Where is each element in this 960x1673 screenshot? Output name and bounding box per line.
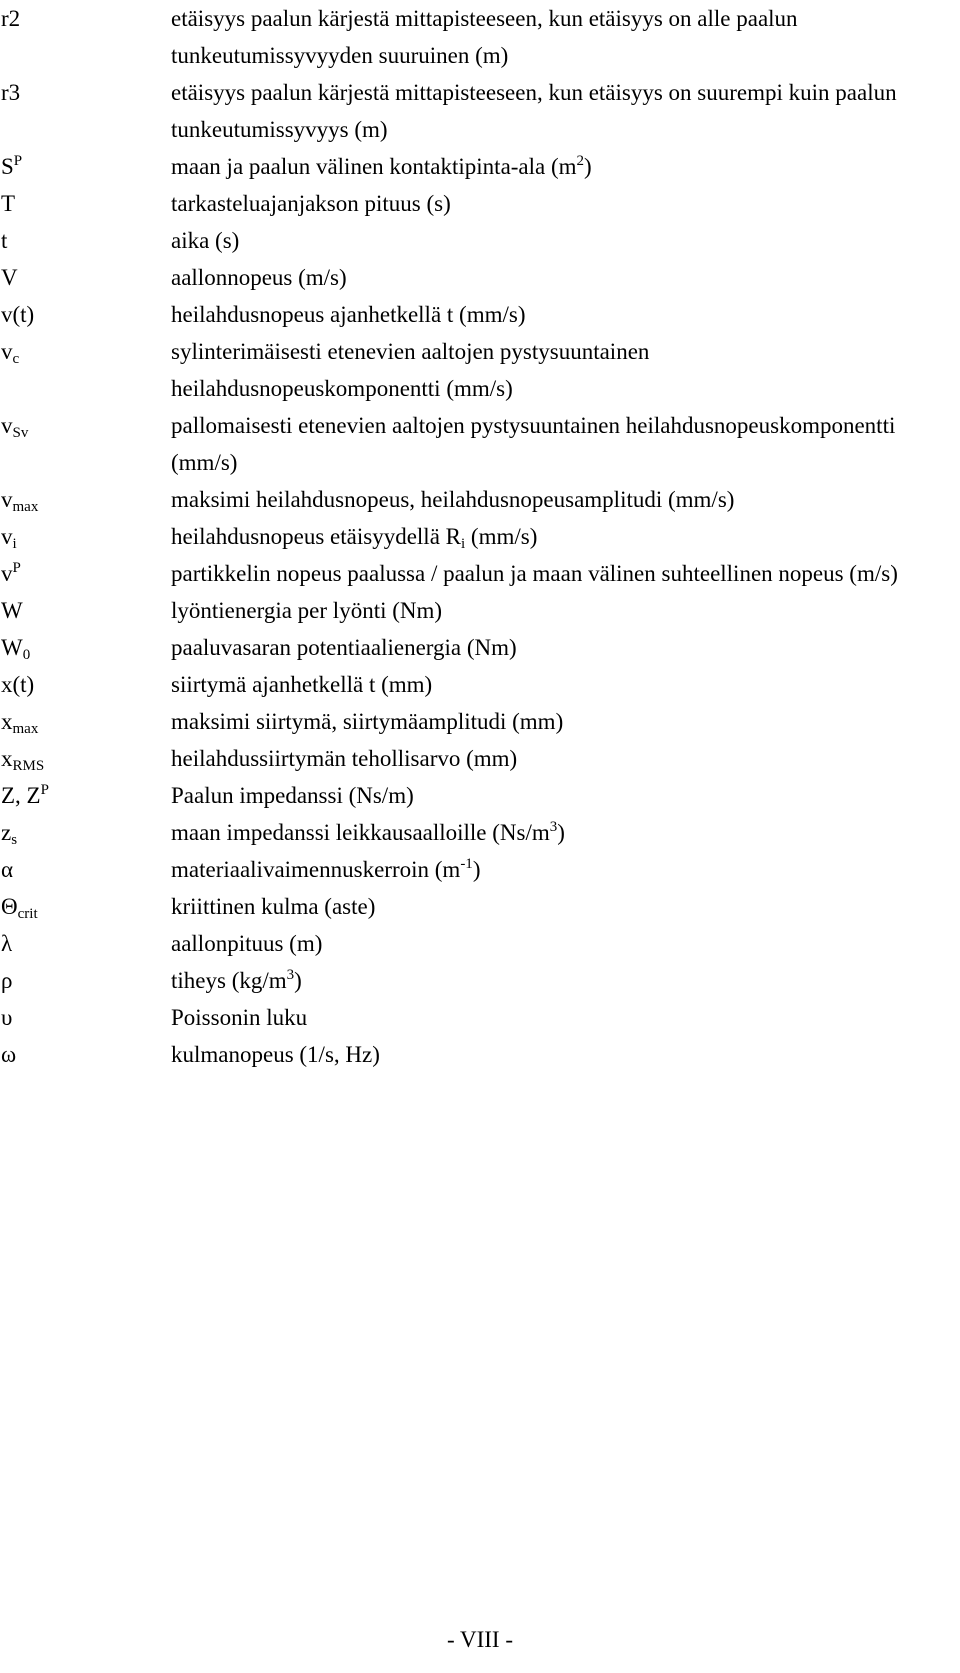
symbol-base: α [1,857,14,882]
page-number: - VIII - [447,1627,513,1652]
symbol-row [0,222,960,259]
symbol-base: z [1,820,12,845]
symbol-row [0,851,960,888]
symbol-base: v(t) [1,302,35,327]
symbol [0,333,171,370]
symbol-subscript: i [12,536,17,552]
symbol-superscript: P [40,782,49,798]
symbol-definition [171,888,960,925]
symbol-base: T [1,191,16,216]
definition-text: tarkasteluajanjakson pituus (s) [171,191,451,216]
definition-superscript: 3 [286,967,295,983]
symbol [0,703,171,740]
symbol-definition [171,592,960,629]
symbol-definition [171,74,960,148]
symbol-row [0,74,960,148]
symbol-base: v [1,339,13,364]
symbol [0,0,171,37]
symbol [0,296,171,333]
symbol-row [0,740,960,777]
symbol-base: Z, Z [1,783,41,808]
symbol [0,777,171,814]
symbol [0,962,171,999]
definition-text: maksimi siirtymä, siirtymäamplitudi (mm) [171,709,564,734]
symbol-base: r3 [1,80,21,105]
definition-subscript: i [461,536,466,552]
symbol-base: W [1,598,23,623]
symbol [0,999,171,1036]
symbol-subscript: c [12,351,20,367]
symbol-row [0,296,960,333]
symbol-row [0,666,960,703]
symbol-row [0,592,960,629]
symbol-base: x [1,709,13,734]
symbol-base: ρ [1,968,13,993]
symbol-superscript: P [13,153,23,169]
definition-text: paaluvasaran potentiaalienergia (Nm) [171,635,517,660]
symbol-definition [171,296,960,333]
symbol-row [0,555,960,592]
symbol-definition [171,259,960,296]
symbol-base: υ [1,1005,13,1030]
symbol [0,666,171,703]
symbol-subscript: RMS [12,758,45,774]
symbol-superscript: P [12,560,21,576]
definition-text: kulmanopeus (1/s, Hz) [171,1042,380,1067]
definition-text: partikkelin nopeus paalussa / paalun ja maan välinen suhteellinen nopeus (m/s) [171,561,898,586]
symbol [0,148,171,185]
definition-text-end: ) [557,820,565,845]
symbol-definition [171,703,960,740]
symbol-row [0,629,960,666]
symbol-row [0,148,960,185]
symbol-row [0,777,960,814]
definition-text: maksimi heilahdusnopeus, heilahdusnopeusamplitudi (mm/s) [171,487,735,512]
symbol-row [0,185,960,222]
symbol-definition [171,1036,960,1073]
symbol-definition [171,777,960,814]
symbol-row [0,407,960,481]
definition-text-end: ) [584,154,592,179]
symbol [0,222,171,259]
definition-superscript: -1 [460,856,473,872]
definition-text: pallomaisesti etenevien aaltojen pystysuuntainen heilahdusnopeuskomponentti (mm/s) [171,413,896,475]
symbol-base: v [1,561,13,586]
symbol-row [0,703,960,740]
symbol-definition [171,851,960,888]
symbol [0,592,171,629]
symbol-subscript: max [12,721,39,737]
definition-text: materiaalivaimennuskerroin (m [171,857,461,882]
symbol-row [0,962,960,999]
symbol [0,555,171,592]
symbol-base: v [1,413,13,438]
definition-text: sylinterimäisesti etenevien aaltojen pystysuuntainen heilahdusnopeuskomponentti (mm/s) [171,339,650,401]
symbol [0,851,171,888]
symbol-base: Θ [1,894,18,919]
symbol-subscript: crit [17,906,38,922]
symbol-definition [171,333,960,407]
symbol-base: λ [1,931,13,956]
symbol-definition [171,518,960,555]
definition-text: aika (s) [171,228,240,253]
symbol-subscript: max [12,499,39,515]
symbol-row [0,518,960,555]
symbol-definition [171,740,960,777]
symbol-definition [171,629,960,666]
symbol-subscript: Sv [12,425,29,441]
symbol-base: t [1,228,8,253]
definition-text: siirtymä ajanhetkellä t (mm) [171,672,433,697]
definition-text: lyöntienergia per lyönti (Nm) [171,598,443,623]
symbol-definition [171,925,960,962]
definition-text-end: ) [294,968,302,993]
definition-text-end: ) [472,857,481,882]
symbol-definition [171,814,960,851]
symbol-row [0,259,960,296]
symbol [0,74,171,111]
symbol-row [0,814,960,851]
symbol [0,407,171,444]
definition-text: heilahdussiirtymän tehollisarvo (mm) [171,746,518,771]
symbol-base: x(t) [1,672,35,697]
symbol-definition [171,407,960,481]
symbol [0,740,171,777]
symbol-base: W [1,635,23,660]
definition-text-end: (mm/s) [465,524,538,549]
definition-superscript: 3 [549,819,558,835]
symbol [0,1036,171,1073]
definition-text: kriittinen kulma (aste) [171,894,376,919]
symbol [0,185,171,222]
definition-text: aallonpituus (m) [171,931,323,956]
symbol [0,481,171,518]
symbol-row [0,999,960,1036]
symbol-definition [171,555,960,592]
definition-text: heilahdusnopeus ajanhetkellä t (mm/s) [171,302,526,327]
symbol-subscript: 0 [22,647,31,663]
definition-superscript: 2 [576,153,585,169]
definition-text: etäisyys paalun kärjestä mittapisteeseen, kun etäisyys on suurempi kuin paalun tunkeutumissyvyys (m) [171,80,897,142]
symbol-definition [171,185,960,222]
symbol [0,814,171,851]
symbol-base: S [1,154,14,179]
symbol [0,888,171,925]
symbol-definition [171,222,960,259]
symbol-base: v [1,524,13,549]
definition-text: aallonnopeus (m/s) [171,265,347,290]
symbol-row [0,333,960,407]
symbol-subscript: s [11,832,18,848]
symbol-base: v [1,487,13,512]
definition-text: etäisyys paalun kärjestä mittapisteeseen, kun etäisyys on alle paalun tunkeutumissyvyyden suuruinen (m) [171,6,798,68]
symbol-definition [171,999,960,1036]
definition-text: maan impedanssi leikkausaalloille (Ns/m [171,820,550,845]
symbol-row [0,925,960,962]
definition-text: Paalun impedanssi (Ns/m) [171,783,414,808]
symbol-base: x [1,746,13,771]
symbol-base: r2 [1,6,21,31]
symbol-definition [171,666,960,703]
symbol-base: V [1,265,18,290]
symbol-row [0,1036,960,1073]
symbol [0,259,171,296]
definition-text: tiheys (kg/m [171,968,287,993]
symbol-row [0,888,960,925]
symbol [0,629,171,666]
symbol-definition [171,148,960,185]
definition-text: maan ja paalun välinen kontaktipinta-ala (m [171,154,577,179]
symbol [0,925,171,962]
symbol [0,518,171,555]
symbol-row [0,481,960,518]
symbol-definition [171,962,960,999]
symbol-base: ω [1,1042,17,1067]
symbol-definition [171,481,960,518]
definition-text: heilahdusnopeus etäisyydellä R [171,524,461,549]
symbol-definition [171,0,960,74]
symbol-row [0,0,960,74]
definition-text: Poissonin luku [171,1005,308,1030]
